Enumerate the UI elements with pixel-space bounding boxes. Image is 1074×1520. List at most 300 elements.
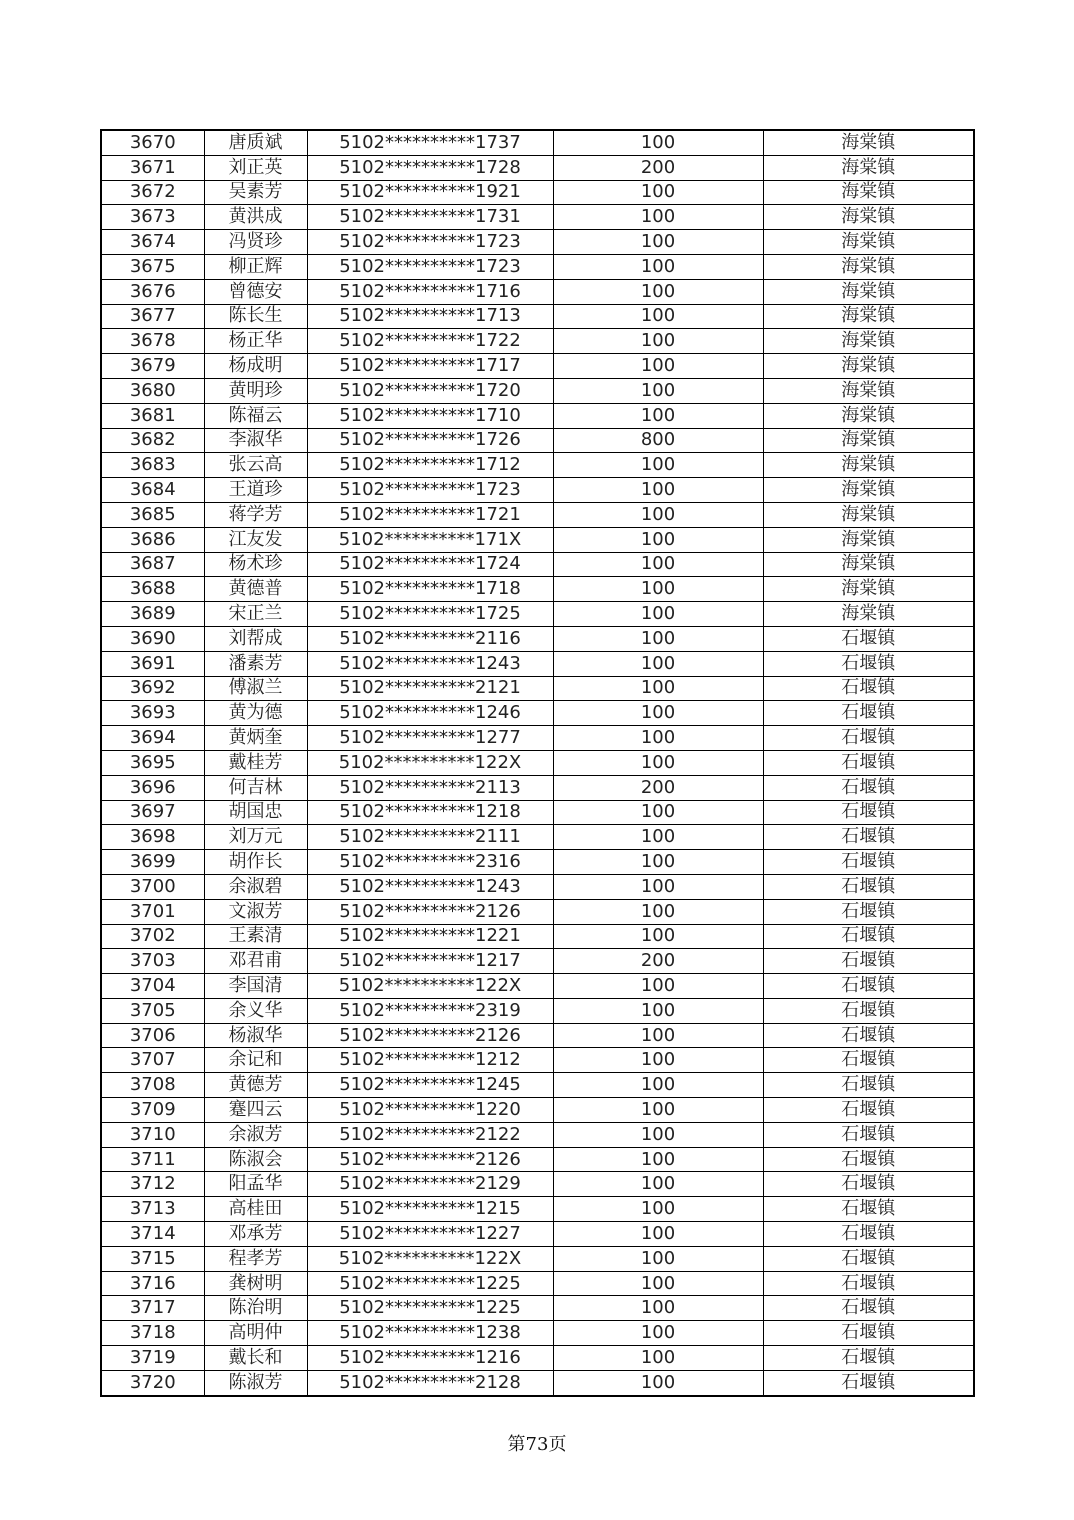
amount-cell: 100 (553, 850, 763, 875)
id-number-cell: 5102**********2121 (307, 676, 553, 701)
id-number-cell: 5102**********1723 (307, 254, 553, 279)
table-row (101, 552, 974, 577)
row-number-cell: 3704 (101, 974, 204, 999)
id-number-cell: 5102**********122X (307, 974, 553, 999)
name-cell: 黄德普 (204, 577, 307, 602)
row-number-cell: 3680 (101, 378, 204, 403)
amount-cell: 100 (553, 1122, 763, 1147)
amount-cell: 100 (553, 676, 763, 701)
id-number-cell: 5102**********2129 (307, 1172, 553, 1197)
amount-cell: 100 (553, 1370, 763, 1395)
town-cell: 海棠镇 (763, 230, 974, 255)
row-number-cell: 3702 (101, 924, 204, 949)
town-cell: 石堰镇 (763, 1147, 974, 1172)
row-number-cell: 3710 (101, 1122, 204, 1147)
id-number-cell: 5102**********1243 (307, 874, 553, 899)
name-cell: 李国清 (204, 974, 307, 999)
name-cell: 邓君甫 (204, 949, 307, 974)
id-number-cell: 5102**********1721 (307, 502, 553, 527)
town-cell: 石堰镇 (763, 974, 974, 999)
town-cell: 海棠镇 (763, 205, 974, 230)
name-cell: 龚树明 (204, 1271, 307, 1296)
name-cell: 陈淑芳 (204, 1370, 307, 1395)
table-row (101, 1370, 974, 1395)
row-number-cell: 3690 (101, 626, 204, 651)
id-number-cell: 5102**********2126 (307, 1023, 553, 1048)
amount-cell: 100 (553, 354, 763, 379)
town-cell: 海棠镇 (763, 279, 974, 304)
id-number-cell: 5102**********2319 (307, 998, 553, 1023)
name-cell: 余淑芳 (204, 1122, 307, 1147)
amount-cell: 100 (553, 1222, 763, 1247)
table-row (101, 304, 974, 329)
town-cell: 海棠镇 (763, 577, 974, 602)
town-cell: 石堰镇 (763, 676, 974, 701)
town-cell: 海棠镇 (763, 502, 974, 527)
amount-cell: 100 (553, 205, 763, 230)
town-cell: 石堰镇 (763, 1346, 974, 1371)
id-number-cell: 5102**********1215 (307, 1197, 553, 1222)
amount-cell: 100 (553, 478, 763, 503)
row-number-cell: 3688 (101, 577, 204, 602)
town-cell: 石堰镇 (763, 750, 974, 775)
id-number-cell: 5102**********1216 (307, 1346, 553, 1371)
row-number-cell: 3719 (101, 1346, 204, 1371)
name-cell: 曾德安 (204, 279, 307, 304)
id-number-cell: 5102**********2126 (307, 1147, 553, 1172)
name-cell: 邓承芳 (204, 1222, 307, 1247)
name-cell: 黄德芳 (204, 1073, 307, 1098)
table-row (101, 998, 974, 1023)
name-cell: 李淑华 (204, 428, 307, 453)
row-number-cell: 3696 (101, 775, 204, 800)
row-number-cell: 3694 (101, 726, 204, 751)
table-row (101, 676, 974, 701)
table-row (101, 180, 974, 205)
id-number-cell: 5102**********1921 (307, 180, 553, 205)
amount-cell: 100 (553, 577, 763, 602)
table-row (101, 825, 974, 850)
amount-cell: 100 (553, 626, 763, 651)
id-number-cell: 5102**********1723 (307, 230, 553, 255)
row-number-cell: 3700 (101, 874, 204, 899)
amount-cell: 100 (553, 1271, 763, 1296)
name-cell: 黄明珍 (204, 378, 307, 403)
town-cell: 海棠镇 (763, 428, 974, 453)
row-number-cell: 3677 (101, 304, 204, 329)
id-number-cell: 5102**********1217 (307, 949, 553, 974)
town-cell: 海棠镇 (763, 155, 974, 180)
amount-cell: 100 (553, 254, 763, 279)
name-cell: 宋正兰 (204, 602, 307, 627)
town-cell: 石堰镇 (763, 1023, 974, 1048)
amount-cell: 100 (553, 1246, 763, 1271)
table-row (101, 800, 974, 825)
id-number-cell: 5102**********1246 (307, 701, 553, 726)
table-row (101, 874, 974, 899)
table-row (101, 1073, 974, 1098)
row-number-cell: 3715 (101, 1246, 204, 1271)
amount-cell: 100 (553, 1172, 763, 1197)
amount-cell: 100 (553, 1321, 763, 1346)
id-number-cell: 5102**********1243 (307, 651, 553, 676)
amount-cell: 100 (553, 974, 763, 999)
name-cell: 黄为德 (204, 701, 307, 726)
amount-cell: 100 (553, 1048, 763, 1073)
row-number-cell: 3676 (101, 279, 204, 304)
row-number-cell: 3693 (101, 701, 204, 726)
table-row (101, 1147, 974, 1172)
amount-cell: 100 (553, 924, 763, 949)
row-number-cell: 3713 (101, 1197, 204, 1222)
table-row (101, 1271, 974, 1296)
row-number-cell: 3705 (101, 998, 204, 1023)
amount-cell: 100 (553, 602, 763, 627)
id-number-cell: 5102**********1731 (307, 205, 553, 230)
name-cell: 黄炳奎 (204, 726, 307, 751)
row-number-cell: 3706 (101, 1023, 204, 1048)
table-row (101, 1172, 974, 1197)
row-number-cell: 3689 (101, 602, 204, 627)
name-cell: 何吉林 (204, 775, 307, 800)
id-number-cell: 5102**********1723 (307, 478, 553, 503)
id-number-cell: 5102**********1713 (307, 304, 553, 329)
amount-cell: 100 (553, 750, 763, 775)
name-cell: 余淑碧 (204, 874, 307, 899)
town-cell: 海棠镇 (763, 602, 974, 627)
town-cell: 海棠镇 (763, 527, 974, 552)
town-cell: 石堰镇 (763, 1222, 974, 1247)
row-number-cell: 3712 (101, 1172, 204, 1197)
table-row (101, 701, 974, 726)
town-cell: 石堰镇 (763, 800, 974, 825)
amount-cell: 100 (553, 1147, 763, 1172)
amount-cell: 100 (553, 304, 763, 329)
name-cell: 蹇四云 (204, 1098, 307, 1123)
row-number-cell: 3698 (101, 825, 204, 850)
table-row (101, 1321, 974, 1346)
row-number-cell: 3681 (101, 403, 204, 428)
id-number-cell: 5102**********2128 (307, 1370, 553, 1395)
table-row (101, 1246, 974, 1271)
row-number-cell: 3679 (101, 354, 204, 379)
table-row (101, 1197, 974, 1222)
amount-cell: 100 (553, 230, 763, 255)
amount-cell: 100 (553, 279, 763, 304)
table-row (101, 974, 974, 999)
id-number-cell: 5102**********171X (307, 527, 553, 552)
table-row (101, 1346, 974, 1371)
name-cell: 戴长和 (204, 1346, 307, 1371)
table-row (101, 899, 974, 924)
id-number-cell: 5102**********2126 (307, 899, 553, 924)
row-number-cell: 3716 (101, 1271, 204, 1296)
id-number-cell: 5102**********2113 (307, 775, 553, 800)
id-number-cell: 5102**********1212 (307, 1048, 553, 1073)
id-number-cell: 5102**********1712 (307, 453, 553, 478)
table-row (101, 502, 974, 527)
amount-cell: 100 (553, 1197, 763, 1222)
id-number-cell: 5102**********1218 (307, 800, 553, 825)
amount-cell: 100 (553, 874, 763, 899)
name-cell: 余义华 (204, 998, 307, 1023)
name-cell: 刘正英 (204, 155, 307, 180)
amount-cell: 100 (553, 552, 763, 577)
id-number-cell: 5102**********122X (307, 750, 553, 775)
amount-cell: 100 (553, 1098, 763, 1123)
amount-cell: 100 (553, 1073, 763, 1098)
amount-cell: 200 (553, 775, 763, 800)
table-row (101, 577, 974, 602)
amount-cell: 100 (553, 899, 763, 924)
amount-cell: 100 (553, 502, 763, 527)
table-row (101, 354, 974, 379)
name-cell: 王素清 (204, 924, 307, 949)
row-number-cell: 3675 (101, 254, 204, 279)
town-cell: 石堰镇 (763, 1073, 974, 1098)
town-cell: 海棠镇 (763, 378, 974, 403)
name-cell: 余记和 (204, 1048, 307, 1073)
town-cell: 石堰镇 (763, 1197, 974, 1222)
town-cell: 石堰镇 (763, 1246, 974, 1271)
town-cell: 海棠镇 (763, 130, 974, 155)
amount-cell: 100 (553, 1346, 763, 1371)
id-number-cell: 5102**********1722 (307, 329, 553, 354)
town-cell: 石堰镇 (763, 726, 974, 751)
name-cell: 柳正辉 (204, 254, 307, 279)
row-number-cell: 3711 (101, 1147, 204, 1172)
name-cell: 唐质斌 (204, 130, 307, 155)
id-number-cell: 5102**********122X (307, 1246, 553, 1271)
id-number-cell: 5102**********1724 (307, 552, 553, 577)
amount-cell: 100 (553, 726, 763, 751)
town-cell: 石堰镇 (763, 998, 974, 1023)
table-row (101, 1122, 974, 1147)
name-cell: 蒋学芳 (204, 502, 307, 527)
amount-cell: 200 (553, 155, 763, 180)
amount-cell: 100 (553, 1296, 763, 1321)
table-row (101, 453, 974, 478)
name-cell: 张云高 (204, 453, 307, 478)
id-number-cell: 5102**********2116 (307, 626, 553, 651)
id-number-cell: 5102**********1717 (307, 354, 553, 379)
name-cell: 胡作长 (204, 850, 307, 875)
row-number-cell: 3692 (101, 676, 204, 701)
table-row (101, 428, 974, 453)
id-number-cell: 5102**********1225 (307, 1271, 553, 1296)
name-cell: 胡国忠 (204, 800, 307, 825)
table-row (101, 230, 974, 255)
table-row (101, 626, 974, 651)
town-cell: 石堰镇 (763, 701, 974, 726)
id-number-cell: 5102**********1720 (307, 378, 553, 403)
table-row (101, 1296, 974, 1321)
name-cell: 高桂田 (204, 1197, 307, 1222)
name-cell: 陈淑会 (204, 1147, 307, 1172)
row-number-cell: 3717 (101, 1296, 204, 1321)
table-row (101, 205, 974, 230)
id-number-cell: 5102**********1728 (307, 155, 553, 180)
id-number-cell: 5102**********1220 (307, 1098, 553, 1123)
table-row (101, 130, 974, 155)
amount-cell: 100 (553, 527, 763, 552)
town-cell: 石堰镇 (763, 626, 974, 651)
name-cell: 文淑芳 (204, 899, 307, 924)
id-number-cell: 5102**********1726 (307, 428, 553, 453)
table-row (101, 602, 974, 627)
name-cell: 程孝芳 (204, 1246, 307, 1271)
amount-cell: 100 (553, 1023, 763, 1048)
name-cell: 刘万元 (204, 825, 307, 850)
name-cell: 陈治明 (204, 1296, 307, 1321)
table-row (101, 750, 974, 775)
table-row (101, 403, 974, 428)
town-cell: 石堰镇 (763, 775, 974, 800)
amount-cell: 200 (553, 949, 763, 974)
row-number-cell: 3695 (101, 750, 204, 775)
roster-table-body (101, 130, 974, 1396)
id-number-cell: 5102**********1225 (307, 1296, 553, 1321)
id-number-cell: 5102**********1716 (307, 279, 553, 304)
name-cell: 杨成明 (204, 354, 307, 379)
name-cell: 刘帮成 (204, 626, 307, 651)
amount-cell: 100 (553, 130, 763, 155)
town-cell: 石堰镇 (763, 850, 974, 875)
name-cell: 杨正华 (204, 329, 307, 354)
row-number-cell: 3699 (101, 850, 204, 875)
id-number-cell: 5102**********1245 (307, 1073, 553, 1098)
row-number-cell: 3671 (101, 155, 204, 180)
table-row (101, 478, 974, 503)
id-number-cell: 5102**********1227 (307, 1222, 553, 1247)
name-cell: 黄洪成 (204, 205, 307, 230)
town-cell: 海棠镇 (763, 403, 974, 428)
row-number-cell: 3714 (101, 1222, 204, 1247)
id-number-cell: 5102**********1221 (307, 924, 553, 949)
id-number-cell: 5102**********1277 (307, 726, 553, 751)
table-row (101, 1023, 974, 1048)
town-cell: 石堰镇 (763, 1098, 974, 1123)
town-cell: 海棠镇 (763, 478, 974, 503)
town-cell: 海棠镇 (763, 304, 974, 329)
table-row (101, 1222, 974, 1247)
table-row (101, 949, 974, 974)
town-cell: 石堰镇 (763, 874, 974, 899)
row-number-cell: 3697 (101, 800, 204, 825)
row-number-cell: 3709 (101, 1098, 204, 1123)
name-cell: 阳孟华 (204, 1172, 307, 1197)
row-number-cell: 3684 (101, 478, 204, 503)
table-row (101, 651, 974, 676)
row-number-cell: 3682 (101, 428, 204, 453)
amount-cell: 800 (553, 428, 763, 453)
table-row (101, 924, 974, 949)
id-number-cell: 5102**********1737 (307, 130, 553, 155)
town-cell: 海棠镇 (763, 180, 974, 205)
id-number-cell: 5102**********1238 (307, 1321, 553, 1346)
town-cell: 海棠镇 (763, 329, 974, 354)
table-row (101, 850, 974, 875)
row-number-cell: 3691 (101, 651, 204, 676)
page-number: 第73页 (507, 1434, 567, 1455)
table-row (101, 726, 974, 751)
roster-table (100, 129, 975, 1397)
id-number-cell: 5102**********2122 (307, 1122, 553, 1147)
row-number-cell: 3718 (101, 1321, 204, 1346)
row-number-cell: 3673 (101, 205, 204, 230)
amount-cell: 100 (553, 180, 763, 205)
town-cell: 石堰镇 (763, 1122, 974, 1147)
town-cell: 石堰镇 (763, 825, 974, 850)
row-number-cell: 3678 (101, 329, 204, 354)
town-cell: 海棠镇 (763, 254, 974, 279)
table-row (101, 527, 974, 552)
row-number-cell: 3686 (101, 527, 204, 552)
id-number-cell: 5102**********2111 (307, 825, 553, 850)
row-number-cell: 3685 (101, 502, 204, 527)
amount-cell: 100 (553, 453, 763, 478)
amount-cell: 100 (553, 403, 763, 428)
id-number-cell: 5102**********1718 (307, 577, 553, 602)
table-row (101, 254, 974, 279)
name-cell: 潘素芳 (204, 651, 307, 676)
town-cell: 石堰镇 (763, 1370, 974, 1395)
town-cell: 海棠镇 (763, 354, 974, 379)
name-cell: 王道珍 (204, 478, 307, 503)
row-number-cell: 3687 (101, 552, 204, 577)
town-cell: 石堰镇 (763, 1321, 974, 1346)
amount-cell: 100 (553, 378, 763, 403)
town-cell: 石堰镇 (763, 1296, 974, 1321)
id-number-cell: 5102**********1725 (307, 602, 553, 627)
row-number-cell: 3701 (101, 899, 204, 924)
row-number-cell: 3708 (101, 1073, 204, 1098)
row-number-cell: 3672 (101, 180, 204, 205)
name-cell: 江友发 (204, 527, 307, 552)
table-row (101, 775, 974, 800)
row-number-cell: 3670 (101, 130, 204, 155)
row-number-cell: 3707 (101, 1048, 204, 1073)
town-cell: 石堰镇 (763, 949, 974, 974)
id-number-cell: 5102**********1710 (307, 403, 553, 428)
name-cell: 傅淑兰 (204, 676, 307, 701)
town-cell: 石堰镇 (763, 1271, 974, 1296)
amount-cell: 100 (553, 701, 763, 726)
table-row (101, 378, 974, 403)
row-number-cell: 3703 (101, 949, 204, 974)
table-row (101, 329, 974, 354)
name-cell: 杨淑华 (204, 1023, 307, 1048)
amount-cell: 100 (553, 329, 763, 354)
amount-cell: 100 (553, 651, 763, 676)
table-row (101, 279, 974, 304)
table-row (101, 155, 974, 180)
town-cell: 海棠镇 (763, 453, 974, 478)
name-cell: 吴素芳 (204, 180, 307, 205)
name-cell: 高明仲 (204, 1321, 307, 1346)
name-cell: 戴桂芳 (204, 750, 307, 775)
id-number-cell: 5102**********2316 (307, 850, 553, 875)
name-cell: 杨术珍 (204, 552, 307, 577)
amount-cell: 100 (553, 825, 763, 850)
amount-cell: 100 (553, 800, 763, 825)
amount-cell: 100 (553, 998, 763, 1023)
town-cell: 石堰镇 (763, 899, 974, 924)
row-number-cell: 3674 (101, 230, 204, 255)
row-number-cell: 3720 (101, 1370, 204, 1395)
town-cell: 海棠镇 (763, 552, 974, 577)
table-row (101, 1048, 974, 1073)
